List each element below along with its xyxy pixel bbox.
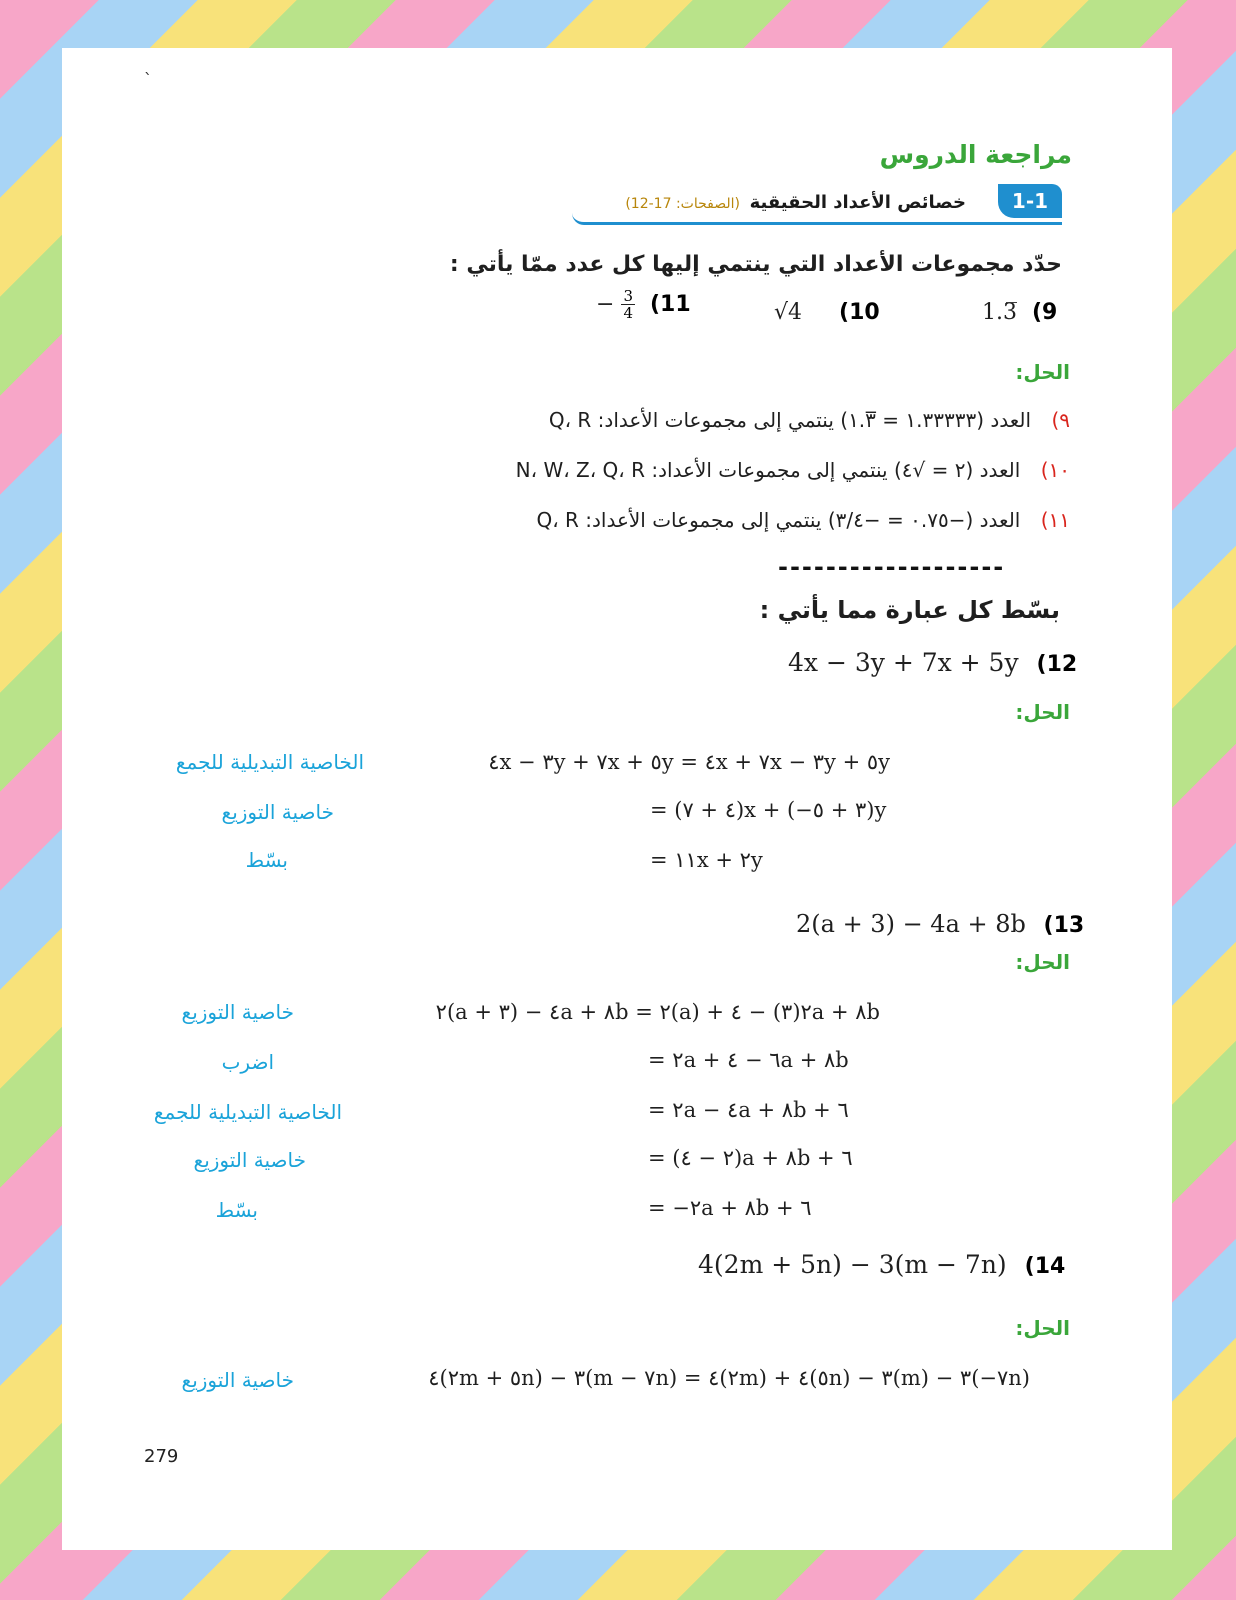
q13-solution-label: الحل: <box>1015 950 1070 974</box>
lesson-banner <box>572 184 1062 225</box>
answer-9-number: ٩) <box>1051 408 1070 432</box>
q12-solution-label: الحل: <box>1015 700 1070 724</box>
q14-solution-label: الحل: <box>1015 1316 1070 1340</box>
page <box>62 48 1172 1550</box>
answer-9-text: العدد (١.٣٣٣٣٣ = ١.٣̅) ينتمي إلى مجموعات الأعداد: Q، R <box>548 408 1032 432</box>
q14-step-1-reason: خاصية التوزيع <box>181 1368 294 1392</box>
q10-number: (10 <box>839 300 880 325</box>
q14-step-1-math: ٤(٢m + ٥n) − ٣(m − ٧n) = ٤(٢m) + ٤(٥n) − ٣(m) − ٣(−٧n) <box>428 1366 1030 1390</box>
q13-step-5-math: = −٢a + ٨b + ٦ <box>648 1196 812 1220</box>
q12-step-3-math: = ١١x + ٢y <box>650 848 763 872</box>
answer-9 <box>549 408 1070 432</box>
q11-fraction-numerator: 3 <box>623 287 633 305</box>
answer-10-text: العدد (٢ = √٤) ينتمي إلى مجموعات الأعداد: N، W، Z، Q، R <box>515 458 1021 482</box>
lesson-number: 1-1 <box>1011 189 1049 213</box>
page-title: مراجعة الدروس <box>879 140 1072 169</box>
q13-number: (13 <box>1043 913 1085 938</box>
q13-step-4-reason: خاصية التوزيع <box>193 1148 306 1172</box>
q12-number: (12 <box>1036 652 1078 677</box>
q11-fraction <box>621 288 635 321</box>
q13-step-1-reason: خاصية التوزيع <box>181 1000 294 1024</box>
q13-step-3-reason: الخاصية التبديلية للجمع <box>153 1100 342 1124</box>
q10-expression: √4 <box>774 300 803 325</box>
q13-step-3-math: = ٢a − ٤a + ٨b + ٦ <box>648 1098 849 1122</box>
q11-number: (11 <box>649 292 691 317</box>
q12-step-2-math: = (٤ + ٧)x + (−٣ + ٥)y <box>650 798 887 822</box>
q9-expression: 1.3̅ <box>982 300 1017 325</box>
section-divider: ------------------- <box>778 553 1006 581</box>
q12-step-1-math: ٤x − ٣y + ٧x + ٥y = ٤x + ٧x − ٣y + ٥y <box>488 750 890 774</box>
q14-number: (14 <box>1024 1254 1066 1279</box>
q12-step-3-reason: بسّط <box>245 848 288 872</box>
simplify-prompt: بسّط كل عبارة مما يأتي : <box>759 596 1060 624</box>
q14-expression: 4(2m + 5n) − 3(m − 7n) <box>698 1250 1007 1279</box>
lesson-number-tab <box>998 184 1062 218</box>
q11-fraction-denominator: 4 <box>623 304 633 322</box>
q11-item <box>596 288 691 321</box>
answer-10-number: ١٠) <box>1040 458 1070 482</box>
q9-number: (9 <box>1032 300 1058 325</box>
q10-item <box>774 300 880 325</box>
answer-11-text: العدد (−٠.٧٥ = −٣/٤) ينتمي إلى مجموعات الأعداد: Q، R <box>536 508 1021 532</box>
q12-expression: 4x − 3y + 7x + 5y <box>788 648 1019 677</box>
top-mark: ` <box>144 70 152 89</box>
q14-item <box>698 1250 1065 1279</box>
lesson-title: خصائص الأعداد الحقيقية <box>749 192 966 213</box>
q13-step-5-reason: بسّط <box>215 1198 258 1222</box>
q12-step-2-reason: خاصية التوزيع <box>221 800 334 824</box>
q12-step-1-reason: الخاصية التبديلية للجمع <box>175 750 364 774</box>
q12-item <box>788 648 1077 677</box>
q11-minus: − <box>596 292 615 317</box>
q9-11-prompt: حدّد مجموعات الأعداد التي ينتمي إليها كل عدد ممّا يأتي : <box>449 252 1062 277</box>
q13-item <box>796 910 1084 938</box>
q9-item <box>982 300 1057 325</box>
q9-11-solution-label: الحل: <box>1015 360 1070 384</box>
q13-step-4-math: = (٢ − ٤)a + ٨b + ٦ <box>648 1146 853 1170</box>
q13-step-1-math: ٢(a + ٣) − ٤a + ٨b = ٢(a) + ٢(٣) − ٤a + ٨b <box>435 1000 880 1024</box>
q13-step-2-math: = ٢a + ٦ − ٤a + ٨b <box>648 1048 849 1072</box>
q13-expression: 2(a + 3) − 4a + 8b <box>796 910 1026 938</box>
q13-step-2-reason: اضرب <box>221 1050 274 1074</box>
lesson-pages: (الصفحات: 17-12) <box>625 196 740 212</box>
answer-10 <box>516 458 1070 482</box>
answer-11 <box>536 508 1070 532</box>
answer-11-number: ١١) <box>1040 508 1070 532</box>
page-number: 279 <box>144 1446 179 1467</box>
